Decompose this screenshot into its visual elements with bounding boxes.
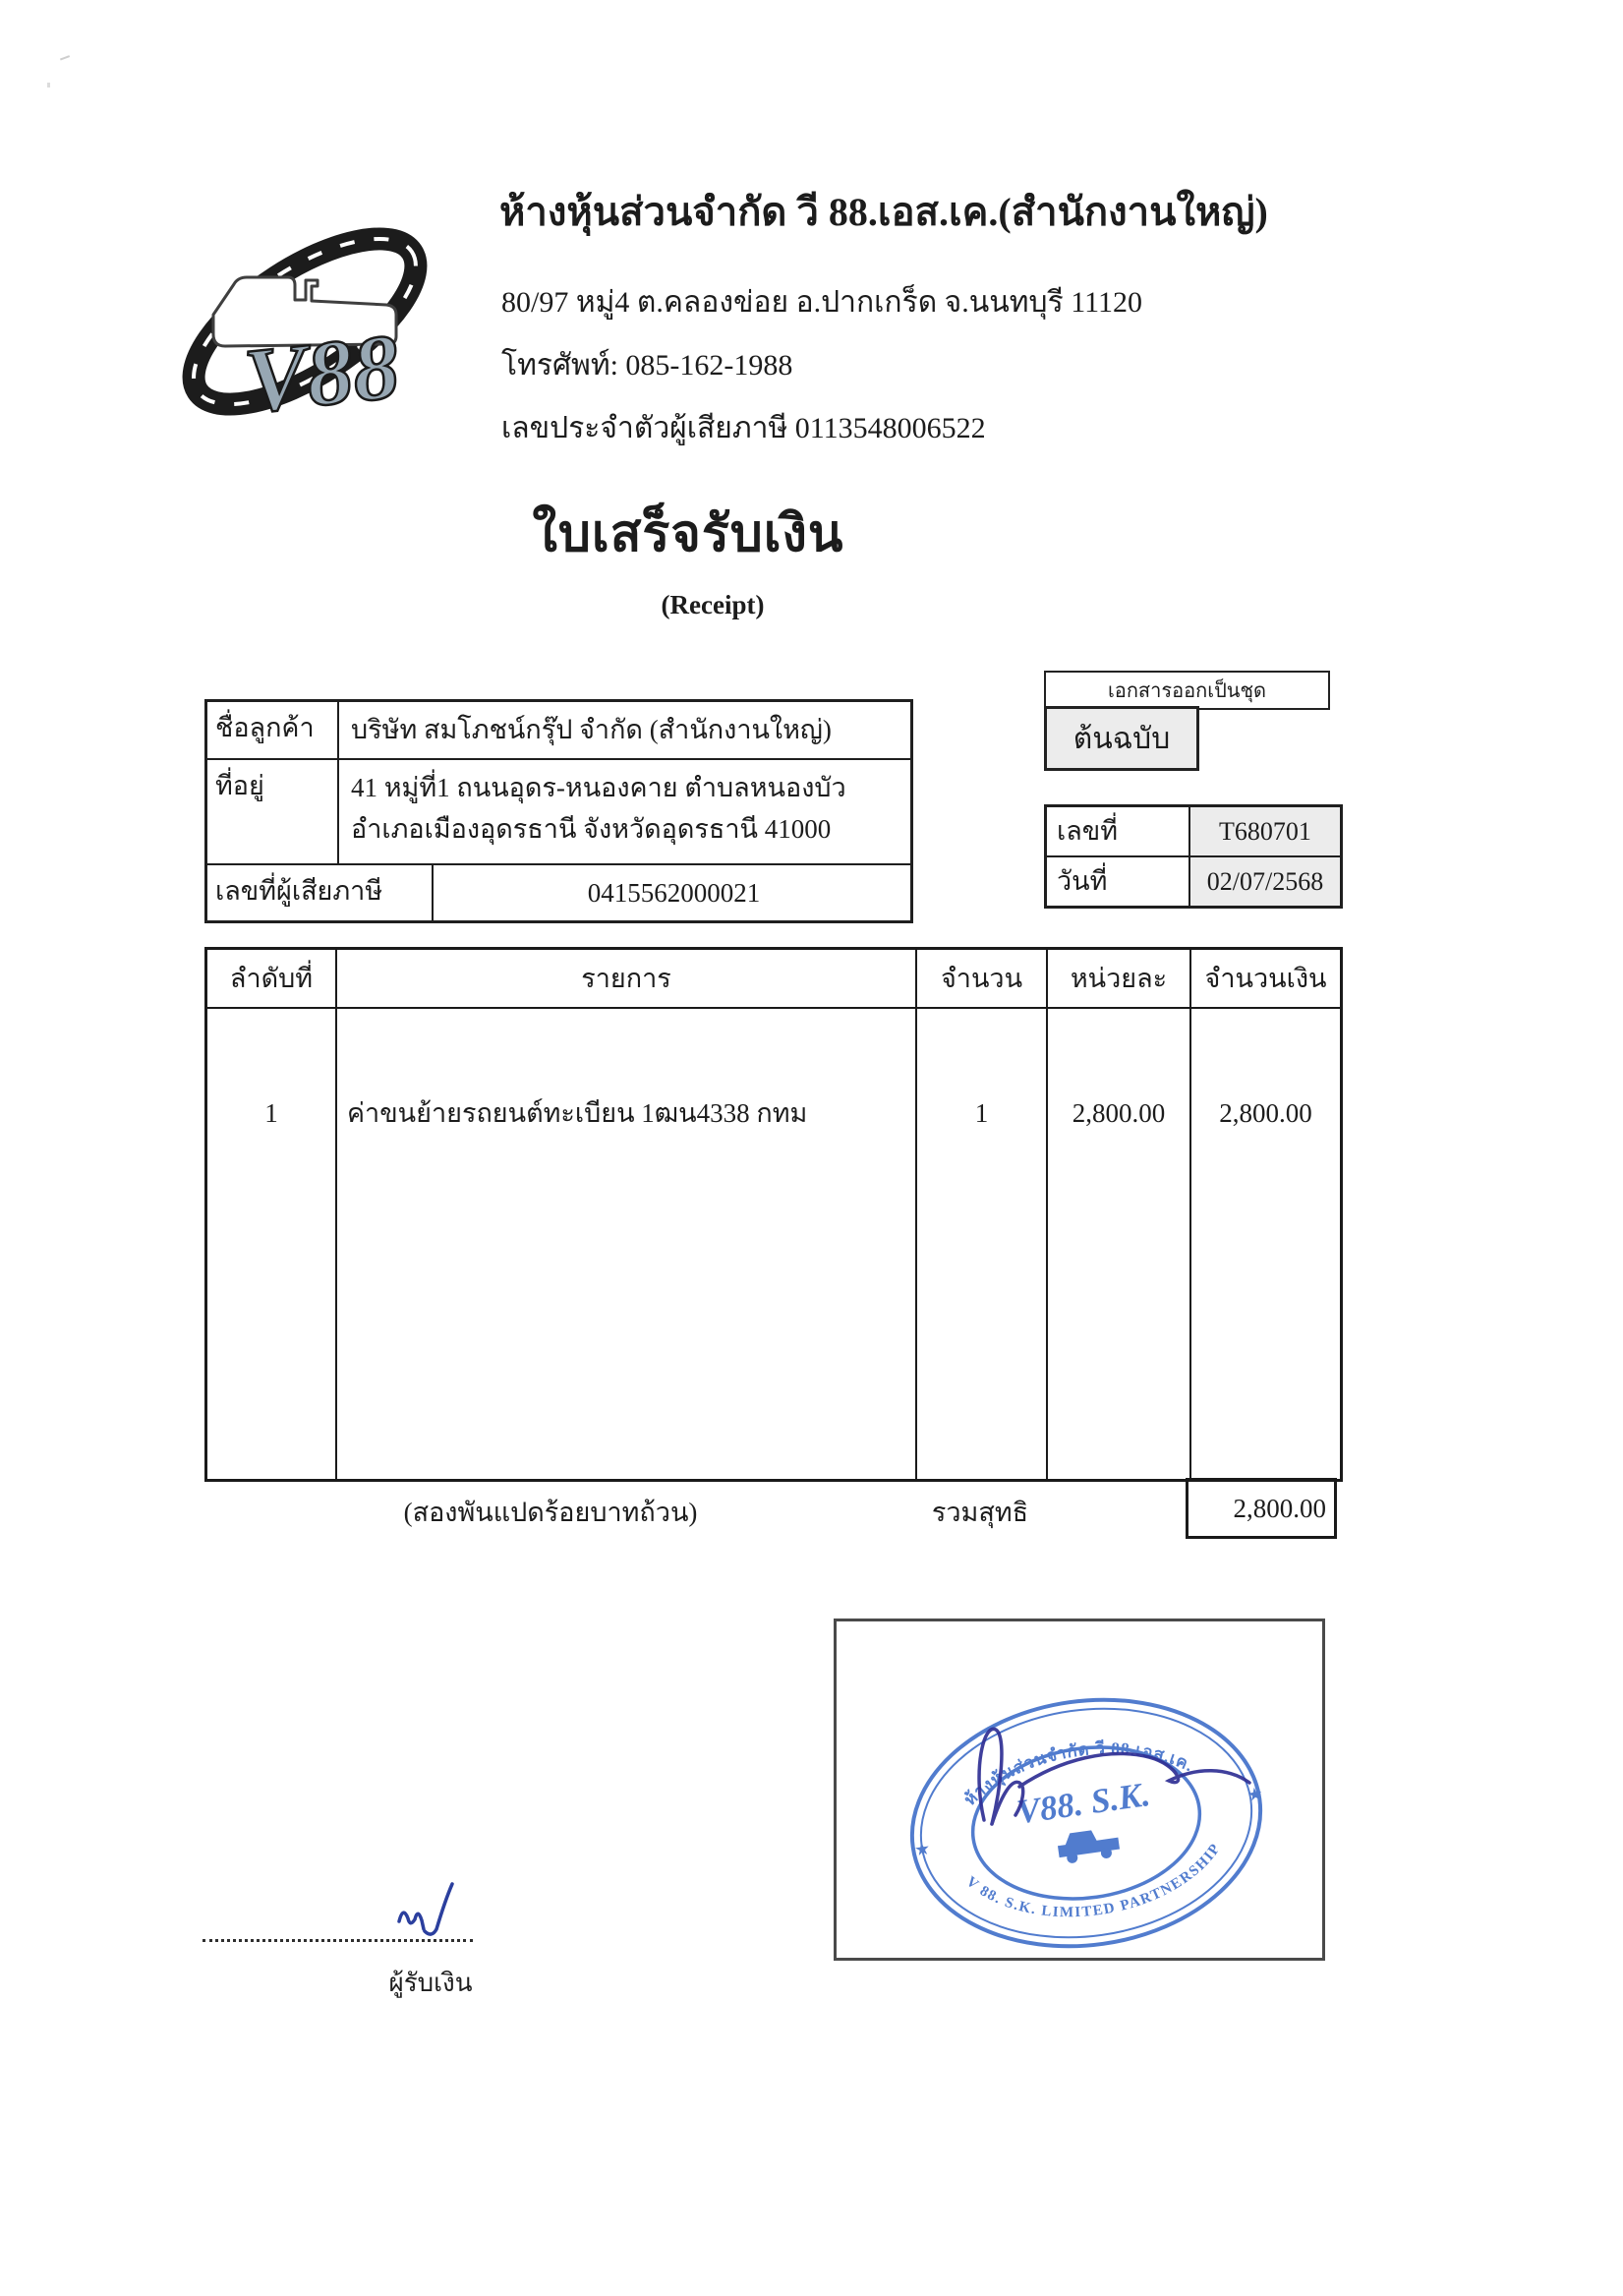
stamp-arc-top-text: ห้างหุ้นส่วนจำกัด วี 88.เอส.เค. (960, 1738, 1197, 1809)
header-amount: จำนวนเงิน (1204, 963, 1327, 993)
company-address: 80/97 หมู่4 ต.คลองข่อย อ.ปากเกร็ด จ.นนทบุรี 11120 (501, 286, 1142, 319)
document-date-row (1047, 857, 1340, 906)
document-subtitle: (Receipt) (661, 590, 765, 619)
stamp-center-text: V88. S.K. (1014, 1774, 1153, 1832)
net-total-value: 2,800.00 (1186, 1478, 1337, 1539)
company-tax-id: เลขประจำตัวผู้เสียภาษี 0113548006522 (501, 412, 986, 444)
stamp-box (834, 1619, 1325, 1961)
stamp-star-left-icon: ★ (912, 1838, 932, 1860)
customer-taxid-value: 0415562000021 (587, 878, 761, 908)
header-description: รายการ (337, 950, 917, 1007)
signature-ink (391, 1874, 470, 1941)
logo-v88-text: V88 (240, 315, 404, 434)
document-date-label: วันที่ (1047, 857, 1190, 906)
customer-name-label: ชื่อลูกค้า (207, 702, 339, 758)
company-stamp (837, 1621, 1322, 1958)
document-set-badge: เอกสารออกเป็นชุด (1044, 671, 1330, 710)
document-title: ใบเสร็จรับเงิน (532, 506, 844, 562)
scan-artifact (58, 50, 70, 61)
item-quantity: 1 (917, 1009, 1048, 1479)
customer-name-row (207, 702, 910, 760)
scan-artifact (47, 83, 50, 88)
net-total-label: รวมสุทธิ (931, 1498, 1029, 1527)
original-copy-badge: ต้นฉบับ (1044, 706, 1199, 771)
customer-address-line2: อำเภอเมืองอุดรธานี จังหวัดอุดรธานี 41000 (351, 813, 832, 844)
stamp-star-right-icon: ★ (1246, 1783, 1265, 1805)
header-no: ลำดับที่ (207, 950, 337, 1007)
item-description: ค่าขนย้ายรถยนต์ทะเบียน 1ฒน4338 กทม (337, 1009, 917, 1479)
header-quantity: จำนวน (917, 950, 1048, 1007)
customer-address-label: ที่อยู่ (207, 760, 339, 863)
items-table-header (207, 950, 1340, 1009)
document-number-label: เลขที่ (1047, 807, 1190, 855)
customer-address-value (339, 760, 910, 863)
customer-taxid-label: เลขที่ผู้เสียภาษี (207, 865, 434, 920)
truck-icon (1056, 1827, 1121, 1865)
customer-info-table (204, 699, 913, 923)
item-unit-price: 2,800.00 (1048, 1009, 1191, 1479)
item-no: 1 (207, 1009, 337, 1479)
item-amount: 2,800.00 (1219, 1098, 1312, 1128)
customer-address-line1: 41 หมู่ที่1 ถนนอุดร-หนองคาย ตำบลหนองบัว (351, 773, 846, 802)
amount-in-words: (สองพันแปดร้อยบาทถ้วน) (403, 1498, 698, 1527)
document-date-value: 02/07/2568 (1190, 857, 1340, 906)
customer-taxid-row (207, 865, 910, 920)
stamp-arc-bottom-text: V 88. S.K. LIMITED PARTNERSHIP (962, 1840, 1225, 1921)
company-logo (159, 202, 449, 438)
customer-name-value: บริษัท สมโภชน์กรุ๊ป จำกัด (สำนักงานใหญ่) (351, 715, 832, 744)
company-name: ห้างหุ้นส่วนจำกัด วี 88.เอส.เค.(สำนักงานใหญ่) (499, 190, 1268, 234)
document-number-row (1047, 807, 1340, 857)
document-number-value: T680701 (1190, 807, 1340, 855)
table-row (207, 1009, 1340, 1479)
header-unit-price: หน่วยละ (1048, 950, 1191, 1007)
signature-label: ผู้รับเงิน (388, 1969, 473, 1997)
document-number-table (1044, 804, 1343, 909)
items-table (204, 947, 1343, 1482)
company-phone: โทรศัพท์: 085-162-1988 (501, 349, 793, 382)
customer-address-row (207, 760, 910, 865)
